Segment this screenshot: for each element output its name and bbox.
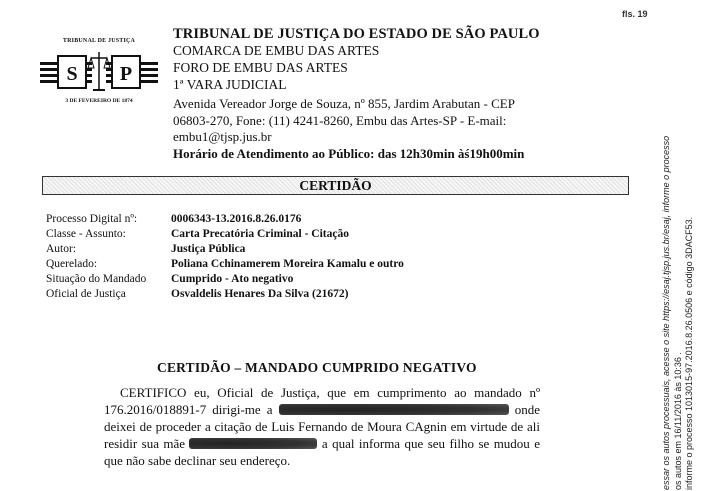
court-seal [40,38,158,106]
side-stamp-line-3: informe o processo 1013015-97.2016.8.26.0506 e código 3DACF53. [684,216,694,490]
info-value: Poliana Cchinamerem Moreira Kamalu e outro [171,258,404,270]
certificate-body [104,384,540,469]
redacted-address [279,404,509,415]
svg-text:P: P [119,63,133,85]
seal-bottom-text: 3 DE FEVEREIRO DE 1874 [65,98,133,104]
court-name: TRIBUNAL DE JUSTIÇA DO ESTADO DE SÃO PAULO [173,26,540,42]
vara-line: 1ª VARA JUDICIAL [173,77,287,92]
side-stamp-line-1: essar os autos processuais, acesse o site https://esaj.tjsp.jus.br/esaj, informe o processo [661,135,671,490]
info-label: Querelado: [46,258,98,270]
public-hours: Horário de Atendimento ao Público: das 12h30min àś19h00min [173,146,525,161]
info-label: Oficial de Justiça [46,288,126,300]
svg-text:S: S [66,63,78,85]
comarca-line: COMARCA DE EMBU DAS ARTES [173,43,380,58]
body-text-1: CERTIFICO eu, Oficial de Justiça, que em cumprimento ao mandado nº 176.2016/018891-7 dirigi-me a [104,385,540,417]
info-value: Cumprido - Ato negativo [171,273,294,285]
info-value: 0006343-13.2016.8.26.0176 [171,213,302,225]
section-title: CERTIDÃO – MANDADO CUMPRIDO NEGATIVO [157,360,477,375]
info-label: Classe - Assunto: [46,228,126,240]
info-label: Situação do Mandado [46,273,147,285]
court-address: Avenida Vereador Jorge de Souza, nº 855, Jardim Arabutan - CEP 06803-270, Fone: (11) 4241-8260, Embu das Artes-SP - E-mail: embu1@tjsp.jus.br [173,96,515,144]
body-text-3: a qual informa que seu filho se mudou e que não sabe declinar seu endereço. [104,436,541,468]
certidao-title: CERTIDÃO [299,178,372,193]
info-value: Osvaldelis Henares Da Silva (21672) [171,288,349,300]
scales-of-justice-icon [40,46,158,96]
redacted-name [189,438,317,449]
certidao-title-bar [42,176,629,195]
seal-top-text: TRIBUNAL DE JUSTIÇA [62,38,136,44]
side-stamp-line-2: os autos em 16/11/2016 às 10:36 . [673,352,683,490]
foro-line: FORO DE EMBU DAS ARTES [173,60,348,75]
info-value: Carta Precatória Criminal - Citação [171,228,349,240]
page-number: fls. 19 [622,9,648,19]
info-label: Autor: [46,243,77,255]
body-text-2: onde deixei de proceder a citação de Luis Fernando de Moura CAgnin em virtude de ali residir sua mãe [104,402,540,451]
info-label: Processo Digital nº: [46,213,138,225]
info-value: Justiça Pública [171,243,246,255]
